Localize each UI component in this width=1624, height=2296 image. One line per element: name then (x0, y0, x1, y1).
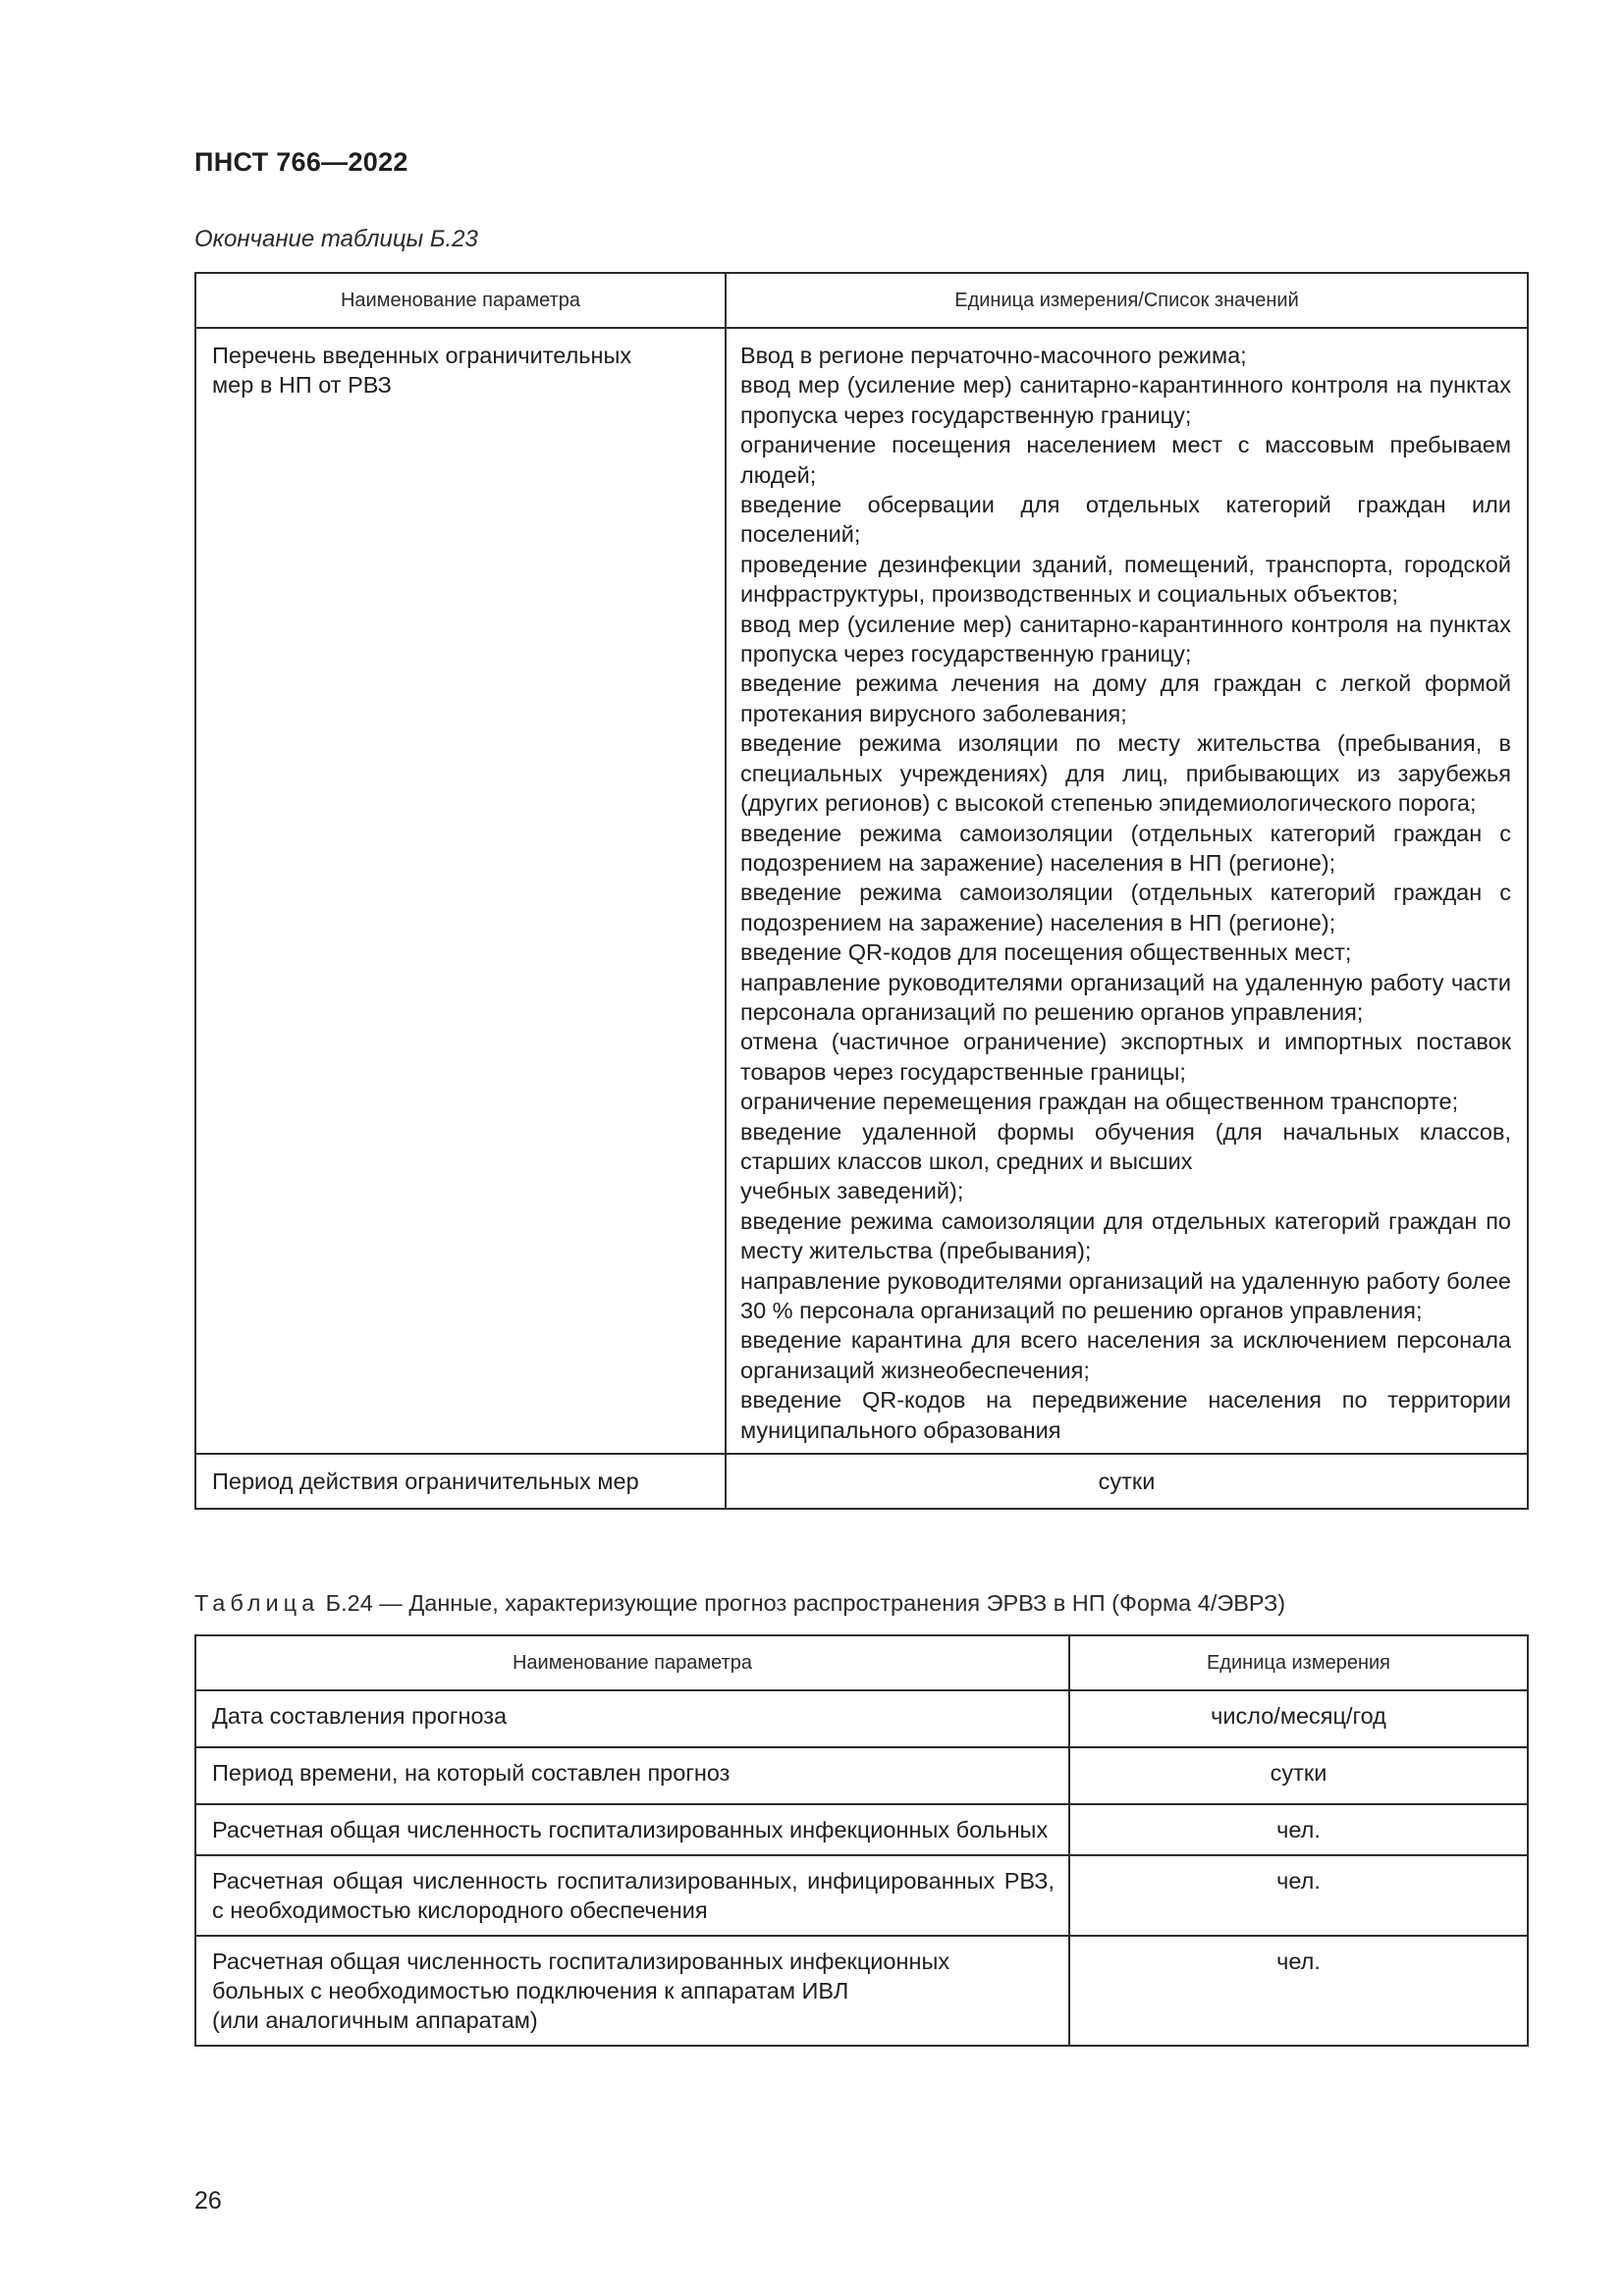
parameter-line: Перечень введенных ограничительных (212, 343, 632, 368)
column-header-values: Единица измерения/Список значений (726, 273, 1528, 328)
unit-cell: чел. (1069, 1936, 1528, 2046)
measure-item: направление руководителями организаций на удаленную работу части персонала организаций по решению органов управления; (740, 969, 1511, 1025)
measure-item: введение режима самоизоляции (отдельных категорий граждан с подозрением на заражение) населения в НП (регионе); (740, 820, 1511, 876)
measures-list-cell (726, 328, 1528, 1454)
parameter-cell: Дата составления прогноза (195, 1690, 1069, 1747)
unit-cell: сутки (1069, 1747, 1528, 1804)
measure-item: проведение дезинфекции зданий, помещений, транспорта, городской инфраструктуры, производственных и социальных объектов; (740, 551, 1511, 608)
unit-cell: число/месяц/год (1069, 1690, 1528, 1747)
table-row (195, 1690, 1528, 1747)
measure-item: направление руководителями организаций на удаленную работу более 30 % персонала организаций по решению органов управления; (740, 1267, 1511, 1323)
table-caption (194, 1590, 1285, 1617)
table-header-row (195, 1635, 1528, 1690)
document-code: ПНСТ 766—2022 (194, 147, 408, 177)
measure-item: введение удаленной формы обучения (для начальных классов, старших классов школ, средних и высших (740, 1118, 1511, 1174)
parameter-cell: Период времени, на который составлен прогноз (195, 1747, 1069, 1804)
measure-item: введение режима самоизоляции (отдельных категорий граждан с подозрением на заражение) населения в НП (регионе); (740, 880, 1511, 935)
measure-item: введение режима изоляции по месту жительства (пребывания, в специальных учреждениях) для лиц, прибывающих из зарубежья (других регионов) с высокой степенью эпидемиологического порога; (740, 730, 1511, 817)
measure-item: ввод мер (усиление мер) санитарно-карантинного контроля на пунктах пропуска через государственную границу; (740, 611, 1511, 667)
parameter-cell: Расчетная общая численность госпитализированных инфекционных больных (195, 1804, 1069, 1855)
measure-item: ввод мер (усиление мер) санитарно-карантинного контроля на пунктах пропуска через государственную границу; (740, 372, 1511, 428)
parameter-line: Расчетная общая численность госпитализированных инфекционных (212, 1949, 950, 1974)
parameter-line: мер в НП от РВЗ (212, 372, 392, 398)
column-header-parameter: Наименование параметра (195, 273, 726, 328)
table-continuation-caption: Окончание таблицы Б.23 (194, 226, 478, 252)
table-b23 (194, 272, 1529, 1510)
table-row (195, 1747, 1528, 1804)
value-cell: сутки (726, 1454, 1528, 1509)
table-row (195, 328, 1528, 1454)
parameter-cell: Расчетная общая численность госпитализированных, инфицированных РВЗ, с необходимостью кислородного обеспечения (195, 1855, 1069, 1936)
column-header-parameter: Наименование параметра (195, 1635, 1069, 1690)
table-b24 (194, 1634, 1529, 2047)
column-header-unit: Единица измерения (1069, 1635, 1528, 1690)
parameter-cell (195, 328, 726, 1454)
unit-cell: чел. (1069, 1855, 1528, 1936)
table-row (195, 1855, 1528, 1936)
table-header-row (195, 273, 1528, 328)
table-row (195, 1936, 1528, 2046)
measure-item: ограничение посещения населением мест с массовым пребываем людей; (740, 432, 1511, 488)
measure-item: учебных заведений); (740, 1178, 964, 1204)
table-row (195, 1454, 1528, 1509)
measure-item: введение режима самоизоляции для отдельных категорий граждан по месту жительства (пребывания); (740, 1207, 1511, 1264)
table-row (195, 1804, 1528, 1855)
measure-item: ограничение перемещения граждан на общественном транспорте; (740, 1089, 1459, 1115)
page-number: 26 (194, 2187, 222, 2215)
parameter-line: больных с необходимостью подключения к аппаратам ИВЛ (212, 1978, 849, 2003)
measure-item: Ввод в регионе перчаточно-масочного режима; (740, 343, 1247, 368)
measure-item: введение карантина для всего населения за исключением персонала организаций жизнеобеспечения; (740, 1327, 1511, 1383)
measure-item: отмена (частичное ограничение) экспортных и импортных поставок товаров через государственные границы; (740, 1029, 1511, 1085)
unit-cell: чел. (1069, 1804, 1528, 1855)
measure-item: введение QR-кодов для посещения общественных мест; (740, 939, 1352, 966)
parameter-cell: Период действия ограничительных мер (195, 1454, 726, 1509)
table-caption-title: Б.24 — Данные, характеризующие прогноз распространения ЭРВЗ в НП (Форма 4/ЭВРЗ) (319, 1590, 1286, 1616)
measure-item: введение обсервации для отдельных категорий граждан или поселений; (740, 492, 1511, 548)
table-caption-word: Таблица (194, 1590, 320, 1616)
measure-item: введение QR-кодов на передвижение населения по территории муниципального образования (740, 1387, 1511, 1443)
measure-item: введение режима лечения на дому для граждан с легкой формой протекания вирусного заболевания; (740, 670, 1511, 726)
parameter-line: (или аналогичным аппаратам) (212, 2007, 538, 2033)
parameter-cell (195, 1936, 1069, 2046)
